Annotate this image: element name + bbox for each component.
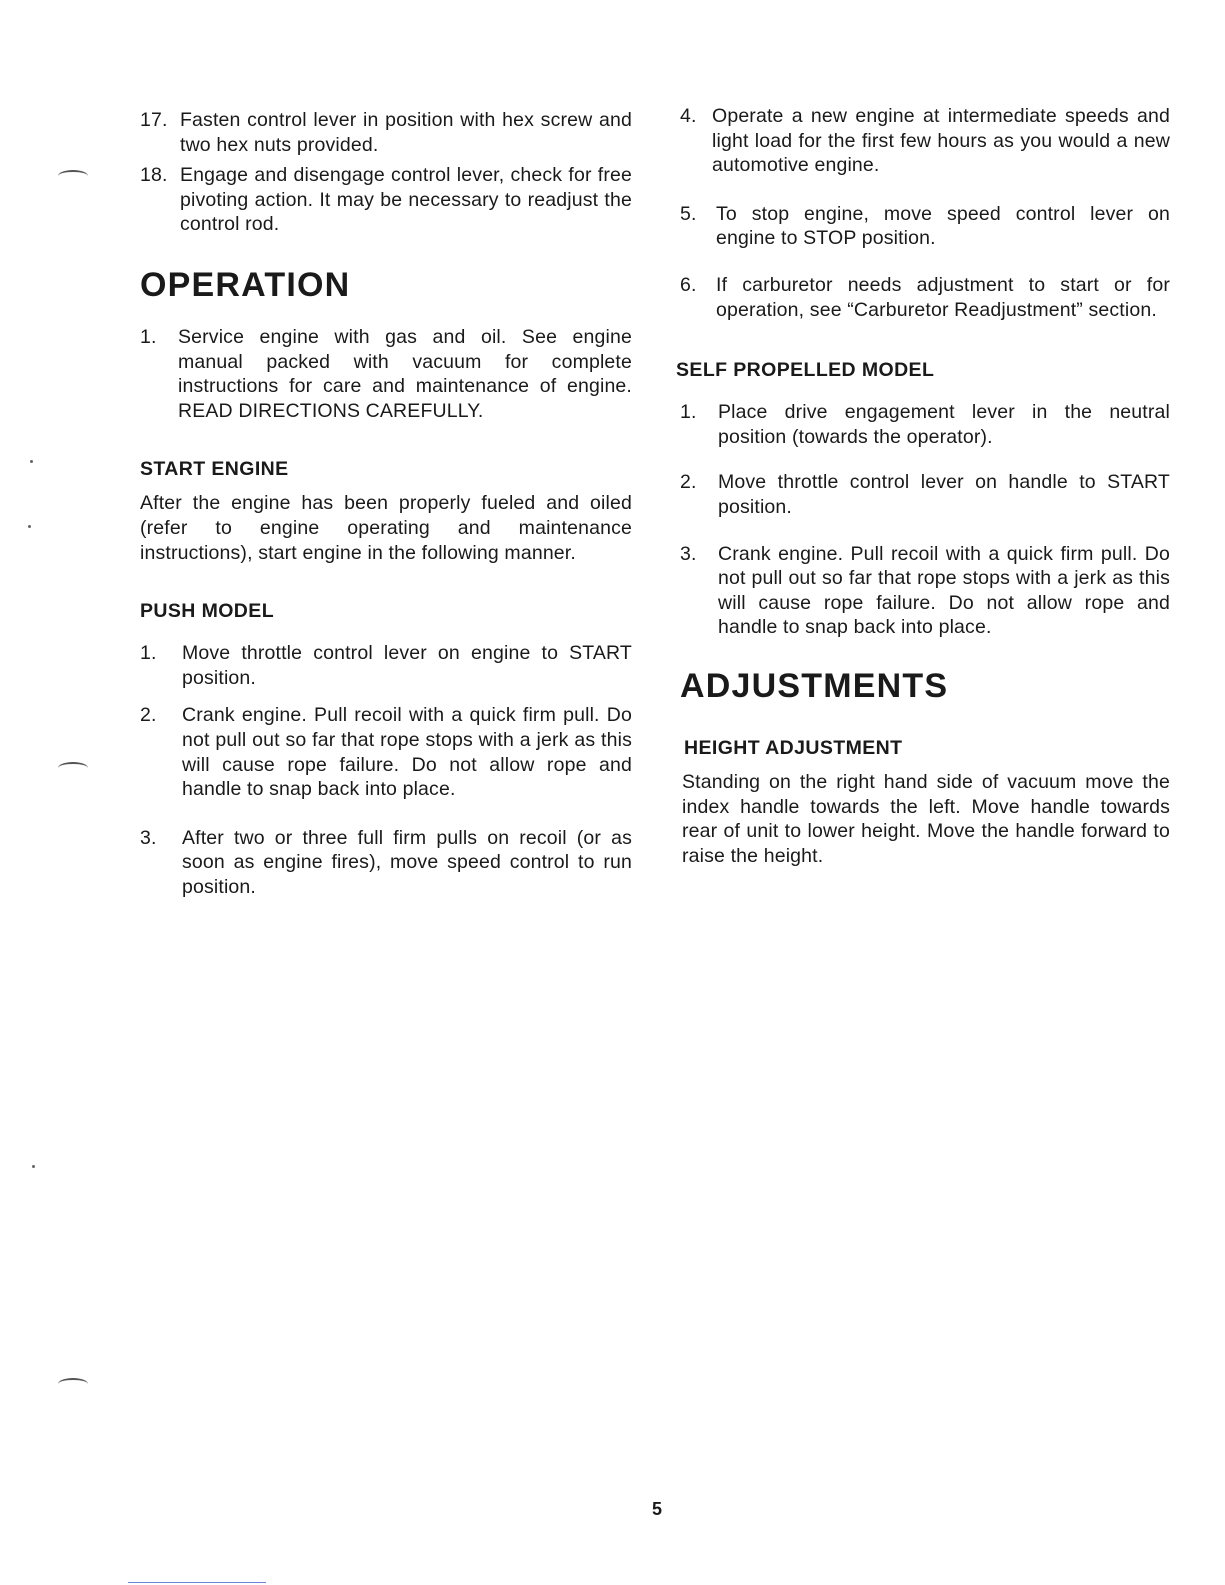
step-number: 17. bbox=[140, 109, 168, 131]
bottom-rule bbox=[128, 1582, 266, 1583]
step-text: Engage and disengage control lever, check for free pivoting action. It may be necessary to readjust the control rod. bbox=[180, 164, 632, 236]
height-adjustment-text: Standing on the right hand side of vacuum move the index handle towards the left. Move handle towards rear of unit to lower height. Move the handle forward to raise the height. bbox=[682, 770, 1170, 867]
push-step-1 bbox=[140, 641, 632, 690]
scan-dot bbox=[30, 460, 33, 463]
step-number: 3. bbox=[140, 826, 157, 849]
step-text: Move throttle control lever on engine to START position. bbox=[182, 642, 632, 689]
step-number: 3. bbox=[680, 542, 697, 565]
operation-step-1 bbox=[140, 325, 632, 423]
step-text: Move throttle control lever on handle to START position. bbox=[718, 471, 1170, 518]
step-18 bbox=[140, 163, 632, 237]
right-column bbox=[676, 104, 1170, 868]
step-text: Crank engine. Pull recoil with a quick firm pull. Do not pull out so far that rope stops with a jerk as this will cause rope failure. Do not allow rope and handle to snap back into place. bbox=[182, 704, 632, 801]
step-text: If carburetor needs adjustment to start or for operation, see “Carburetor Readjustment” section. bbox=[716, 273, 1170, 321]
step-number: 1. bbox=[680, 401, 697, 424]
push-step-3 bbox=[140, 826, 632, 900]
step-4 bbox=[680, 104, 1170, 178]
step-text: Fasten control lever in position with hex screw and two hex nuts provided. bbox=[180, 109, 632, 156]
height-adjustment-heading: HEIGHT ADJUSTMENT bbox=[684, 736, 903, 759]
self-propelled-step-2 bbox=[680, 470, 1170, 519]
step-number: 2. bbox=[680, 471, 697, 494]
step-text: Operate a new engine at intermediate speeds and light load for the first few hours as you would a new automotive engine. bbox=[712, 105, 1170, 177]
step-17 bbox=[140, 108, 632, 157]
adjustments-heading: ADJUSTMENTS bbox=[680, 666, 949, 705]
step-number: 4. bbox=[680, 105, 697, 127]
step-text: To stop engine, move speed control lever on engine to STOP position. bbox=[716, 202, 1170, 250]
scan-mark bbox=[58, 1378, 88, 1390]
self-propelled-heading: SELF PROPELLED MODEL bbox=[676, 359, 935, 382]
step-text: Place drive engagement lever in the neutral position (towards the operator). bbox=[718, 401, 1170, 448]
start-engine-heading: START ENGINE bbox=[140, 458, 289, 481]
step-number: 1. bbox=[140, 325, 157, 348]
step-text: Crank engine. Pull recoil with a quick firm pull. Do not pull out so far that rope stops with a jerk as this will cause rope failure. Do not allow rope and handle to snap back into place. bbox=[718, 542, 1170, 639]
push-model-heading: PUSH MODEL bbox=[140, 600, 275, 623]
self-propelled-step-3 bbox=[680, 542, 1170, 640]
scan-mark bbox=[58, 170, 88, 182]
step-text: After two or three full firm pulls on recoil (or as soon as engine fires), move speed control to run position. bbox=[182, 826, 632, 898]
step-number: 18. bbox=[140, 164, 168, 187]
step-number: 2. bbox=[140, 704, 157, 727]
step-5 bbox=[680, 202, 1170, 251]
self-propelled-step-1 bbox=[680, 400, 1170, 449]
step-number: 1. bbox=[140, 642, 157, 665]
scan-dot bbox=[28, 525, 31, 528]
step-number: 5. bbox=[680, 202, 697, 225]
step-text: Service engine with gas and oil. See engine manual packed with vacuum for complete instructions for care and maintenance of engine. READ DIRECTIONS CAREFULLY. bbox=[178, 325, 632, 422]
scan-dot bbox=[32, 1165, 35, 1168]
operation-heading: OPERATION bbox=[140, 265, 351, 304]
start-engine-text: After the engine has been properly fueled and oiled (refer to engine operating and maintenance instructions), start engine in the following manner. bbox=[140, 492, 632, 564]
page-number: 5 bbox=[652, 1499, 663, 1519]
left-column bbox=[140, 108, 632, 899]
push-step-2 bbox=[140, 703, 632, 801]
step-6 bbox=[680, 273, 1170, 322]
scan-mark bbox=[58, 762, 88, 774]
step-number: 6. bbox=[680, 273, 697, 296]
